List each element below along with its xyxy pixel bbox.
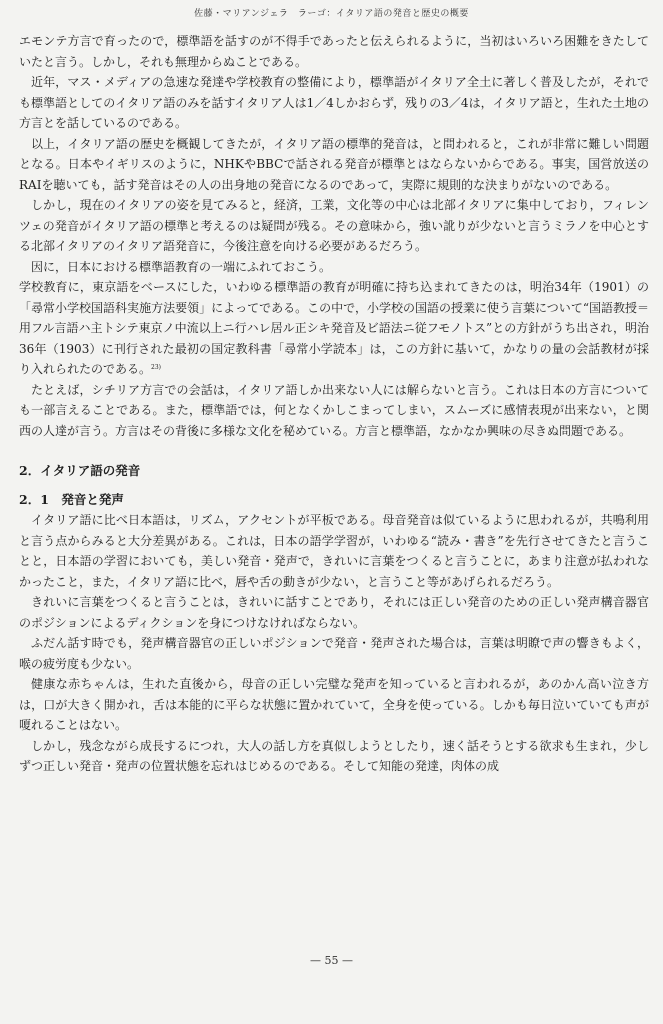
paragraph: しかし，現在のイタリアの姿を見てみると，経済，工業，文化等の中心は北部イタリアに集中しており，フィレンツェの発音がイタリア語の標準と考えるのは疑問が残る。その意味から，強い訛りが少ないと言うミラノを中心とする北部イタリアのイタリア語発音に，今後注意を向ける必要があるだろう。 [19, 198, 649, 253]
paragraph: ふだん話す時でも，発声構音器官の正しいポジションで発音・発声された場合は，言葉は明瞭で声の響きもよく，喉の疲労度も少ない。 [19, 636, 649, 671]
paragraph: 近年，マス・メディアの急速な発達や学校教育の整備により，標準語がイタリア全土に著しく普及したが，それでも標準語としてのイタリア語のみを話すイタリア人は1／4しかおらず，残りの3／4は，イタリア語と，生れた土地の方言とを話しているのである。 [19, 75, 649, 130]
paragraph: 健康な赤ちゃんは，生れた直後から，母音の正しい完璧な発声を知っていると言われるが，あのかん高い泣き方は，口が大きく開かれ，舌は本能的に平らな状態に置かれていて，全身を使っている。しかも毎日泣いていても声が嗄れることはない。 [19, 677, 649, 732]
paragraph: 以上，イタリア語の歴史を概観してきたが，イタリア語の標準的発音は，と問われると，これが非常に難しい問題となる。日本やイギリスのように，NHKやBBCで話される発音が標準とはならないからである。事実，国営放送のRAIを聴いても，話す発音はその人の出身地の発音になるのであって，実際に規則的な決まりがないのである。 [19, 136, 649, 192]
section-gap [19, 482, 649, 490]
paragraph: しかし，残念ながら成長するにつれ，大人の話し方を真似しようとしたり，速く話そうとする欲求も生まれ，少しずつ正しい発音・発声の位置状態を忘れはじめるのである。そして知能の発達，肉体の成 [19, 738, 649, 773]
paragraph-text: 学校教育に，東京語をベースにした，いわゆる標準語の教育が明確に持ち込まれてきたのは，明治34年（1901）の「尋常小学校国語科実施方法要領」によってである。この中で，小学校の国語の授業に使う言葉について“国語教授＝用フル言語ハ主トシテ東京ノ中流以上ニ行ハレ居ル正シキ発音及ビ語法ニ従フモノトス”との方針がうち出され，明治36年（1903）に刊行された最初の国定教科書「尋常小学読本」は，この方針に基いて，かなりの量の会話教材が採り入れられたのである。 [19, 280, 649, 376]
paragraph-with-footnote [19, 277, 649, 380]
running-header: 佐藤・マリアンジェラ ラーゴ：イタリア語の発音と歴史の概要 [194, 9, 469, 19]
paragraph: エモンテ方言で育ったので，標準語を話すのが不得手であったと伝えられるように，当初はいろいろ困難をきたしていたと言う。しかし，それも無理からぬことである。 [19, 34, 649, 69]
paragraph: きれいに言葉をつくると言うことは，きれいに話すことであり，それには正しい発音のための正しい発声構音器官のポジションによるディクションを身につけなければならない。 [19, 595, 649, 630]
page-number: — 55 — [310, 954, 353, 967]
paragraph: 因に，日本における標準語教育の一端にふれておこう。 [31, 259, 332, 274]
paragraph: たとえば，シチリア方言での会話は，イタリア語しか出来ない人には解らないと言う。これは日本の方言についても一部言えることである。また，標準語では，何となくかしこまってしまい，スムーズに感情表現が出来ない，と関西の人達が言う。方言はその背後に多様な文化を秘めている。方言と標準語，なかなか興味の尽きぬ問題である。 [19, 382, 649, 438]
section-heading: 2．イタリア語の発音 [19, 463, 141, 478]
paragraph: イタリア語に比べ日本語は，リズム，アクセントが平板である。母音発音は似ているように思われるが，共鳴利用と言う点からみると大分差異がある。これは，日本の語学学習が，いわゆる“読み・書き”を先行させてきたと言うことと，日本語の学習においても，美しい発音・発声で，きれいに言葉をつくると言うことに，あまり注意が払われなかったこと，また，イタリア語に比べ，唇や舌の動きが少ない，と言うこと等があげられるだろう。 [19, 513, 649, 589]
footnote-marker: 23) [151, 364, 161, 371]
page-body [19, 31, 649, 777]
subsection-heading: 2．1 発音と発声 [19, 491, 124, 507]
section-gap [19, 441, 649, 461]
